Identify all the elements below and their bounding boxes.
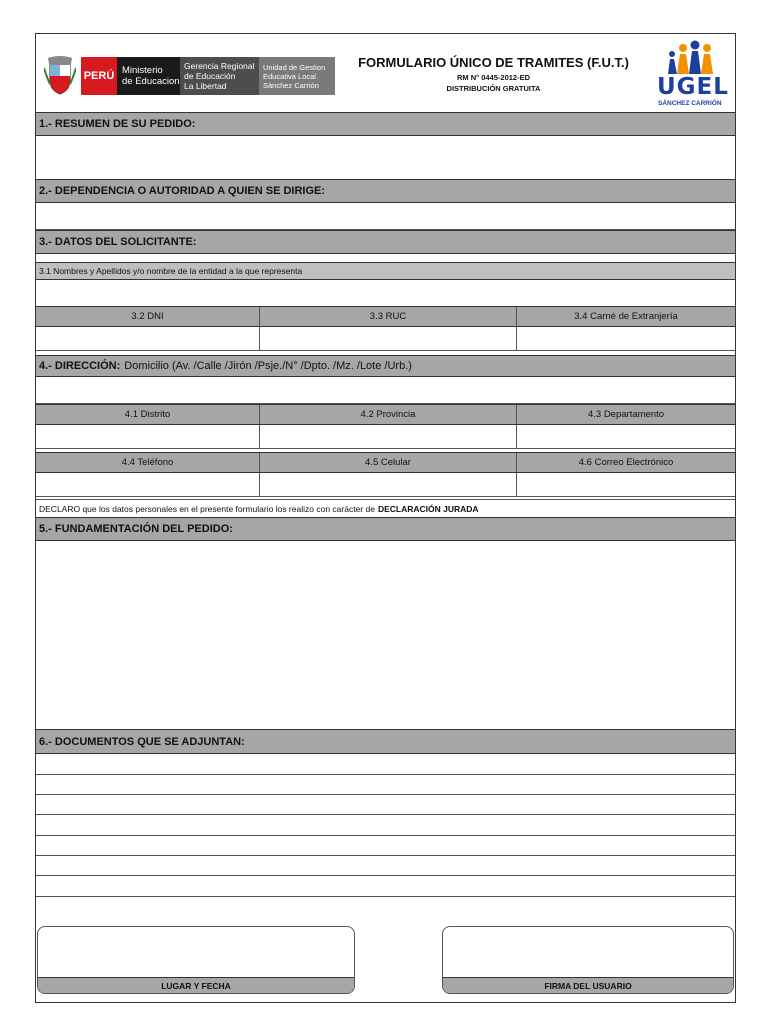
section-6-header: 6.- DOCUMENTOS QUE SE ADJUNTAN: xyxy=(36,729,735,754)
section-4-header: 4.- DIRECCIÓN: Domicilio (Av. /Calle /Jirón /Psje./N° /Dpto. /Mz. /Lote /Urb.) xyxy=(36,355,735,377)
province-label: 4.2 Provincia xyxy=(260,405,517,424)
section-5-header: 5.- FUNDAMENTACIÓN DEL PEDIDO: xyxy=(36,517,735,541)
fut-form-sheet xyxy=(35,33,736,1003)
place-date-box[interactable] xyxy=(37,926,355,994)
ugel-logo-word: UGEL xyxy=(657,74,729,100)
email-label: 4.6 Correo Electrónico xyxy=(578,457,674,468)
regional-management-label: Gerencia Regional de Educación La Libertad xyxy=(180,57,259,95)
section-3-header: 3.- DATOS DEL SOLICITANTE: xyxy=(36,230,735,254)
resolution-number: RM N° 0445-2012-ED xyxy=(456,73,531,82)
foreign-id-label: 3.4 Carné de Extranjería xyxy=(574,311,678,322)
district-label: 4.1 Distrito xyxy=(36,405,260,424)
ugel-logo xyxy=(651,38,731,110)
attachment-line xyxy=(36,814,735,815)
section-1-header: 1.- RESUMEN DE SU PEDIDO: xyxy=(36,112,735,136)
mobile-field[interactable] xyxy=(260,473,517,496)
department-field[interactable] xyxy=(517,425,735,448)
user-signature-label: FIRMA DEL USUARIO xyxy=(443,977,733,993)
district-field[interactable] xyxy=(36,425,260,448)
form-header xyxy=(36,34,735,112)
contact-columns-fields xyxy=(36,473,735,497)
attachment-line xyxy=(36,896,735,897)
form-title: FORMULARIO ÚNICO DE TRAMITES (F.U.T.) xyxy=(358,55,629,70)
province-field[interactable] xyxy=(260,425,517,448)
peru-label: PERÚ xyxy=(81,57,117,95)
attachment-line xyxy=(36,774,735,775)
dni-label: 3.2 DNI xyxy=(36,307,260,326)
phone-label: 4.4 Teléfono xyxy=(36,453,260,472)
ugel-logo-subtitle: SÁNCHEZ CARRIÓN xyxy=(658,100,722,107)
address-columns-header xyxy=(36,404,735,425)
address-columns-fields xyxy=(36,425,735,449)
id-columns-header xyxy=(36,306,735,327)
foreign-id-field[interactable] xyxy=(517,327,735,350)
section-3-1-label: 3.1 Nombres y Apellidos y/o nombre de la entidad a la que representa xyxy=(36,262,735,280)
government-logo-strip xyxy=(81,57,335,95)
ugel-unit-label: Unidad de Gestion Educativa Local Sánchez Carrión xyxy=(259,57,335,95)
user-signature-box[interactable] xyxy=(442,926,734,994)
attachment-line xyxy=(36,855,735,856)
distribution-note: DISTRIBUCIÓN GRATUITA xyxy=(446,84,541,93)
attachment-line xyxy=(36,835,735,836)
ruc-label: 3.3 RUC xyxy=(260,307,517,326)
sworn-declaration: DECLARO que los datos personales en el presente formulario los realizo con carácter de DECLARACIÓN JURADA xyxy=(36,499,735,517)
sworn-declaration-emphasis: DECLARACIÓN JURADA xyxy=(377,503,479,514)
email-field[interactable] xyxy=(517,473,735,496)
attachment-line xyxy=(36,875,735,876)
peru-coat-of-arms-icon xyxy=(44,54,76,96)
place-date-label: LUGAR Y FECHA xyxy=(38,977,354,993)
phone-field[interactable] xyxy=(36,473,260,496)
dni-field[interactable] xyxy=(36,327,260,350)
people-group-icon xyxy=(651,38,731,78)
ruc-field[interactable] xyxy=(260,327,517,350)
attachment-line xyxy=(36,794,735,795)
ministry-label: Ministerio de Educacion xyxy=(117,57,180,95)
contact-columns-header xyxy=(36,452,735,473)
mobile-label: 4.5 Celular xyxy=(260,453,517,472)
section-2-header: 2.- DEPENDENCIA O AUTORIDAD A QUIEN SE DIRIGE: xyxy=(36,179,735,203)
id-columns-fields xyxy=(36,327,735,351)
department-label: 4.3 Departamento xyxy=(587,409,665,420)
